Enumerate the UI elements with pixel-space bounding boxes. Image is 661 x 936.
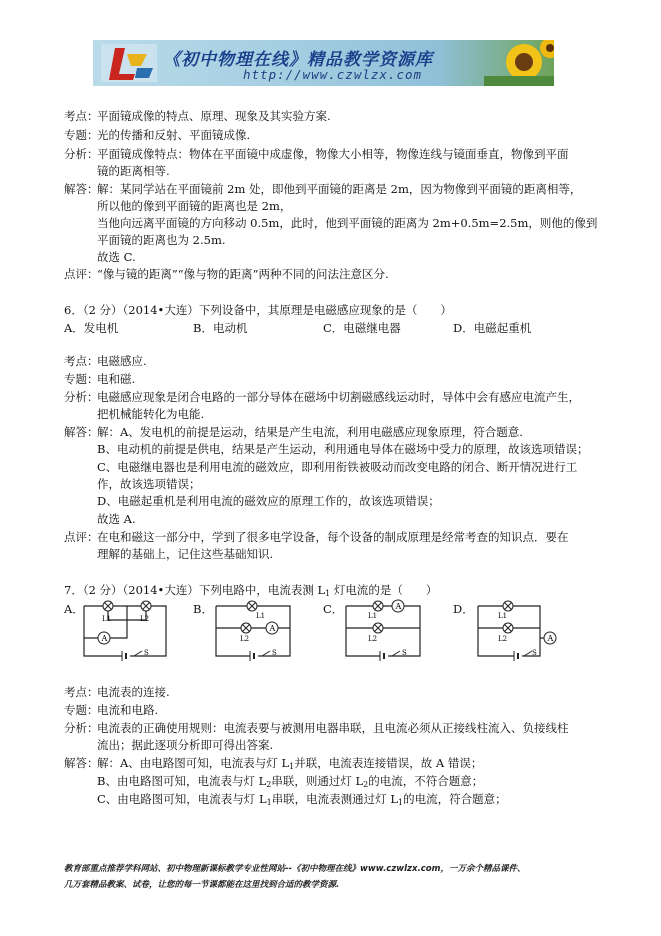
circuit-c-diagram xyxy=(336,598,430,662)
switch-label: S xyxy=(532,649,537,657)
ammeter-label: A xyxy=(395,602,402,611)
switch-icon xyxy=(262,651,270,656)
circuit-b-diagram xyxy=(206,598,300,662)
lamp-l2-icon xyxy=(503,623,513,633)
q5-jieda-line1: 解：某同学站在平面镜前 2m 处，即他到平面镜的距离是 2m，因为物像到平面镜的距离相等， xyxy=(97,182,582,196)
q6-jieda-line2: B、电动机的前提是供电，结果是产生运动，利用通电导体在磁场中受力的原理，故该选项错误； xyxy=(97,442,589,456)
q6-jieda-label: 解答： xyxy=(64,425,99,439)
battery-icon xyxy=(122,651,126,661)
q5-kaodian: 平面镜成像的特点、原理、现象及其实验方案. xyxy=(97,109,331,123)
sunflower-image xyxy=(484,40,554,86)
q6-jieda-line6: 故选 A. xyxy=(97,512,136,526)
q6-option-b[interactable]: B．电动机 xyxy=(193,321,248,335)
site-logo-icon xyxy=(101,44,157,82)
q5-fenxi-label: 分析： xyxy=(64,147,99,161)
q7-option-d[interactable]: D． xyxy=(453,602,474,616)
q7-option-c[interactable]: C． xyxy=(323,602,344,616)
q5-jieda-line5: 故选 C. xyxy=(97,250,136,264)
ammeter-label: A xyxy=(269,624,276,633)
q7-option-b[interactable]: B． xyxy=(193,602,213,616)
lamp-l1-icon xyxy=(103,601,113,611)
lamp-l1-label: L1 xyxy=(368,612,378,620)
battery-icon xyxy=(514,651,518,661)
q7-fenxi-line2: 流出；据此逐项分析即可得出答案. xyxy=(97,738,274,752)
q6-jieda-line1: 解：A、发电机的前提是运动，结果是产生电流，利用电磁感应现象原理，符合题意. xyxy=(97,425,523,439)
q7-zhuanti-label: 专题： xyxy=(64,703,99,717)
banner-url: http://www.czwlzx.com xyxy=(243,67,423,82)
q6-fenxi-line2: 把机械能转化为电能. xyxy=(97,407,205,421)
switch-icon xyxy=(524,651,532,656)
lamp-l2-label: L2 xyxy=(498,635,508,643)
q6-jieda-line3: C、电磁继电器也是利用电流的磁效应，即利用衔铁被吸动而改变电路的闭合、断开情况进行工 xyxy=(97,460,578,474)
q5-fenxi-line1: 平面镜成像特点：物体在平面镜中成虚像，物像大小相等，物像连线与镜面垂直，物像到平面 xyxy=(97,147,569,161)
q5-jieda-line4: 平面镜的距离也为 2.5m. xyxy=(97,233,226,247)
q6-kaodian-label: 考点： xyxy=(64,354,99,368)
lamp-l2-label: L2 xyxy=(368,635,378,643)
q6-dianping-label: 点评： xyxy=(64,530,99,544)
banner-title: 《初中物理在线》精品教学资源库 xyxy=(163,50,433,70)
lamp-l2-icon xyxy=(241,623,251,633)
lamp-l1-label: L1 xyxy=(498,612,508,620)
lamp-l2-icon xyxy=(373,623,383,633)
q6-jieda-line5: D、电磁起重机是利用电流的磁效应的原理工作的，故该选项错误； xyxy=(97,494,440,508)
ammeter-label: A xyxy=(101,634,108,643)
header-banner xyxy=(93,40,554,86)
q7-jieda-label: 解答： xyxy=(64,756,99,770)
q6-fenxi-line1: 电磁感应现象是闭合电路的一部分导体在磁场中切割磁感线运动时，导体中会有感应电流产生， xyxy=(97,390,580,404)
lamp-l1-icon xyxy=(247,601,257,611)
q6-option-d[interactable]: D．电磁起重机 xyxy=(453,321,532,335)
lamp-l1-icon xyxy=(503,601,513,611)
battery-icon xyxy=(250,651,254,661)
q7-jieda-line1: 解：A、由电路图可知，电流表与灯 $L_1$并联，电流表连接错误，故 A 错误； xyxy=(97,756,483,771)
q7-stem: 7．（2 分）（2014•大连）下列电路中，电流表测 $L_1$ 灯电流的是（ ） xyxy=(64,583,438,598)
lamp-l2-label: L2 xyxy=(140,615,150,623)
lamp-l1-icon xyxy=(373,601,383,611)
q5-fenxi-line2: 镜的距离相等. xyxy=(97,164,170,178)
ammeter-label: A xyxy=(547,634,554,643)
q5-dianping-label: 点评： xyxy=(64,267,99,281)
q6-fenxi-label: 分析： xyxy=(64,390,99,404)
q7-jieda-line3: C、由电路图可知，电流表与灯 $L_1$串联，电流表测通过灯 $L_1$的电流，符合题意； xyxy=(97,792,507,807)
footer-line2: 几万套精品教案、试卷，让您的每一节课都能在这里找到合适的教学资源. xyxy=(64,880,340,890)
switch-icon xyxy=(134,651,142,656)
lamp-l2-icon xyxy=(141,601,151,611)
q7-kaodian-label: 考点： xyxy=(64,685,99,699)
lamp-l2-label: L2 xyxy=(240,635,250,643)
q5-dianping: “像与镜的距离”“像与物的距离”两种不同的问法注意区分. xyxy=(97,267,389,281)
q7-zhuanti: 电流和电路. xyxy=(97,703,159,717)
q6-zhuanti-label: 专题： xyxy=(64,372,99,386)
circuit-a-diagram xyxy=(78,598,172,662)
q6-stem: 6．（2 分）（2014•大连）下列设备中，其原理是电磁感应现象的是（ ） xyxy=(64,303,452,317)
switch-label: S xyxy=(144,649,149,657)
q6-dianping-line2: 理解的基础上，记住这些基础知识. xyxy=(97,547,274,561)
q5-zhuanti: 光的传播和反射、平面镜成像. xyxy=(97,128,251,142)
q6-dianping-line1: 在电和磁这一部分中，学到了很多电学设备，每个设备的制成原理是经常考查的知识点．要在 xyxy=(97,530,569,544)
q7-jieda-line2: B、由电路图可知，电流表与灯 $L_2$串联，则通过灯 $L_2$的电流，不符合题意； xyxy=(97,774,484,789)
q6-option-c[interactable]: C．电磁继电器 xyxy=(323,321,401,335)
q7-fenxi-label: 分析： xyxy=(64,721,99,735)
q7-fenxi-line1: 电流表的正确使用规则：电流表要与被测用电器串联，且电流必须从正接线柱流入、负接线柱 xyxy=(97,721,569,735)
q5-jieda-line3: 当他向远离平面镜的方向移动 0.5m，此时，他到平面镜的距离为 2m+0.5m=2.5m，则他的像到 xyxy=(97,216,598,230)
circuit-d-diagram xyxy=(470,598,564,662)
switch-label: S xyxy=(272,649,277,657)
q7-option-a[interactable]: A． xyxy=(64,602,84,616)
q5-jieda-label: 解答： xyxy=(64,182,99,196)
switch-label: S xyxy=(402,649,407,657)
switch-icon xyxy=(392,651,400,656)
q7-kaodian: 电流表的连接. xyxy=(97,685,170,699)
battery-icon xyxy=(380,651,384,661)
q6-kaodian: 电磁感应. xyxy=(97,354,147,368)
lamp-l1-label: L1 xyxy=(102,615,112,623)
q6-zhuanti: 电和磁. xyxy=(97,372,136,386)
q5-jieda-line2: 所以他的像到平面镜的距离也是 2m， xyxy=(97,199,292,213)
q6-option-a[interactable]: A．发电机 xyxy=(64,321,119,335)
footer-line1: 教育部重点推荐学科网站、初中物理新课标教学专业性网站--《初中物理在线》www.czwlzx.com，一万余个精品课件、 xyxy=(64,864,526,874)
q5-zhuanti-label: 专题： xyxy=(64,128,99,142)
q5-kaodian-label: 考点： xyxy=(64,109,99,123)
lamp-l1-label: L1 xyxy=(256,612,266,620)
q6-jieda-line4: 作，故该选项错误； xyxy=(97,477,201,491)
